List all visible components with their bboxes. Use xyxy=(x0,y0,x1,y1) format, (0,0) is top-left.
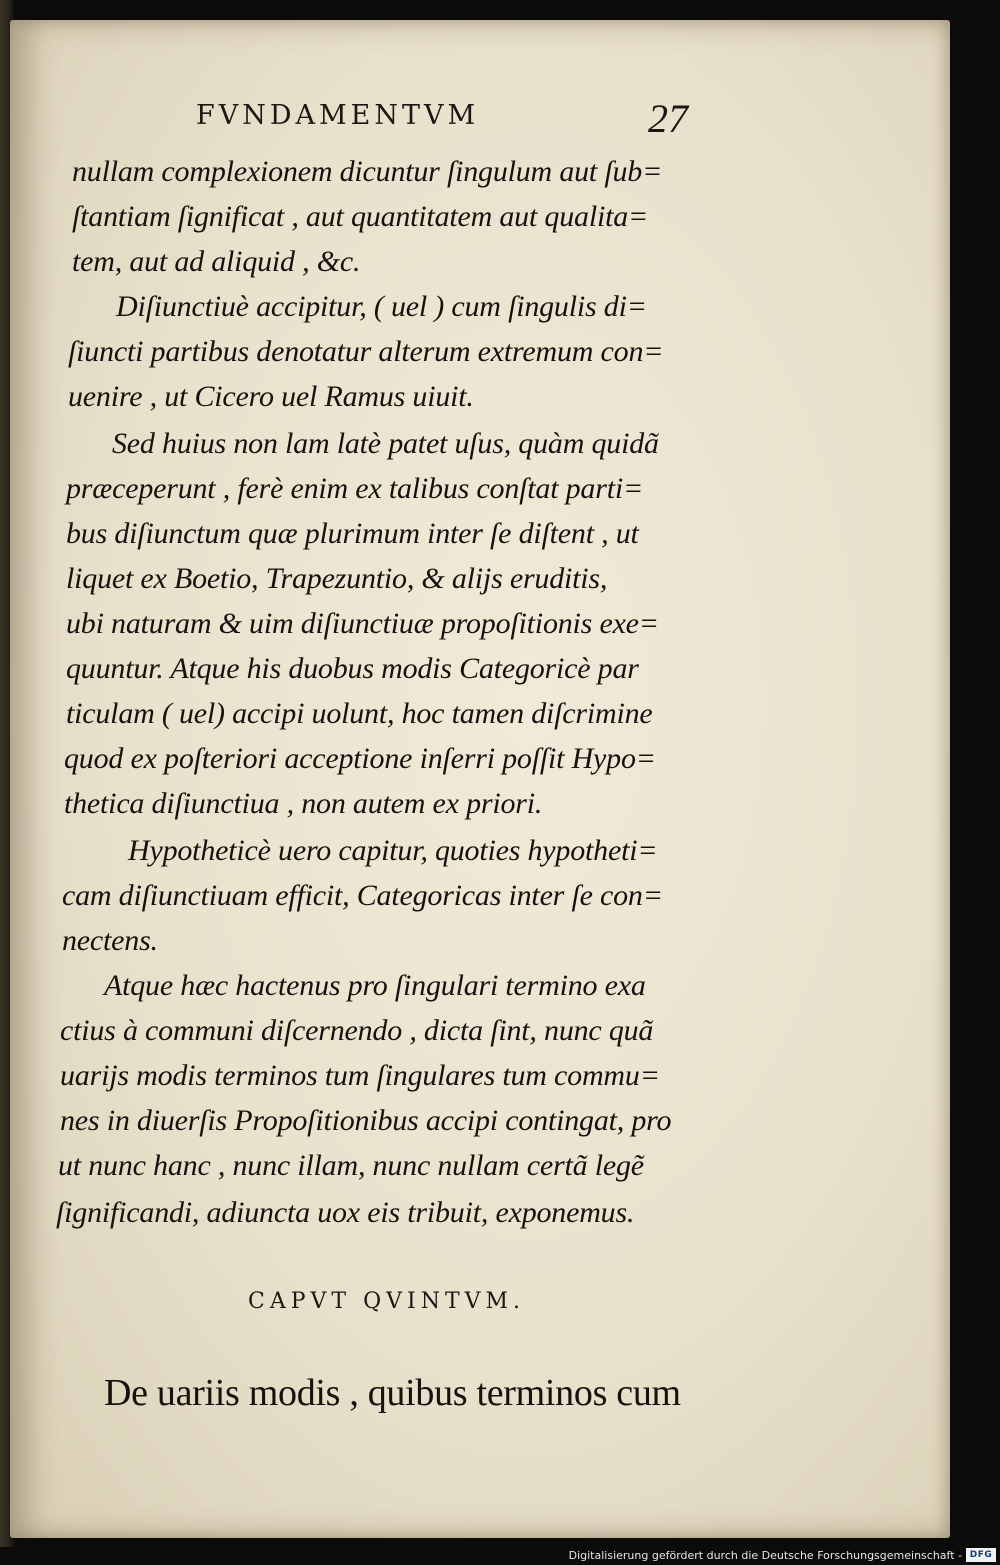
text-line: Hypotheticè uero capitur, quoties hypotheti= xyxy=(128,834,658,867)
funding-credit: Digitalisierung gefördert durch die Deutsche Forschungsgemeinschaft - xyxy=(568,1549,962,1562)
page-number: 27 xyxy=(648,96,688,141)
running-title: FVNDAMENTVM xyxy=(196,100,480,131)
text-line: nes in diuerſis Propoſitionibus accipi contingat, pro xyxy=(60,1104,672,1137)
text-line: ctius à communi diſcernendo , dicta ſint, nunc quã xyxy=(60,1014,654,1047)
text-line: nectens. xyxy=(62,924,158,957)
text-line: ticulam ( uel) accipi uolunt, hoc tamen diſcrimine xyxy=(66,697,653,730)
text-line: thetica diſiunctiua , non autem ex priori. xyxy=(64,787,543,820)
text-line: uarijs modis terminos tum ſingulares tum commu= xyxy=(60,1059,660,1092)
dfg-logo: DFG xyxy=(966,1548,996,1562)
text-line: quod ex poſteriori acceptione inſerri poſſit Hypo= xyxy=(64,742,656,775)
text-line: Diſiunctiuè accipitur, ( uel ) cum ſingulis di= xyxy=(116,290,647,323)
section-heading-line: De uariis modis , quibus terminos cum xyxy=(104,1372,681,1414)
text-line: præceperunt , ferè enim ex talibus conſtat parti= xyxy=(66,472,644,505)
text-line: uenire , ut Cicero uel Ramus uiuit. xyxy=(68,380,474,413)
text-line: quuntur. Atque his duobus modis Categoricè par xyxy=(66,652,639,685)
text-line: ut nunc hanc , nunc illam, nunc nullam certã legẽ xyxy=(58,1149,644,1182)
text-line: nullam complexionem dicuntur ſingulum aut ſub= xyxy=(72,155,663,188)
text-line: cam diſiunctiuam efficit, Categoricas inter ſe con= xyxy=(62,879,663,912)
text-line: ſiuncti partibus denotatur alterum extremum con= xyxy=(68,335,664,368)
text-line: ſignificandi, adiuncta uox eis tribuit, exponemus. xyxy=(56,1196,635,1229)
text-line: liquet ex Boetio, Trapezuntio, & alijs eruditis, xyxy=(66,562,608,595)
text-line: tem, aut ad aliquid , &c. xyxy=(72,245,361,278)
text-line: ubi naturam & uim diſiunctiuæ propoſitionis exe= xyxy=(66,607,659,640)
text-line: ſtantiam ſignificat , aut quantitatem aut qualita= xyxy=(72,200,649,233)
text-line: bus diſiunctum quæ plurimum inter ſe diſtent , ut xyxy=(66,517,639,550)
text-line: Sed huius non lam latè patet uſus, quàm quidã xyxy=(112,427,659,460)
chapter-heading: CAPVT QVINTVM. xyxy=(248,1289,526,1314)
text-line: Atque hæc hactenus pro ſingulari termino exa xyxy=(104,969,646,1002)
